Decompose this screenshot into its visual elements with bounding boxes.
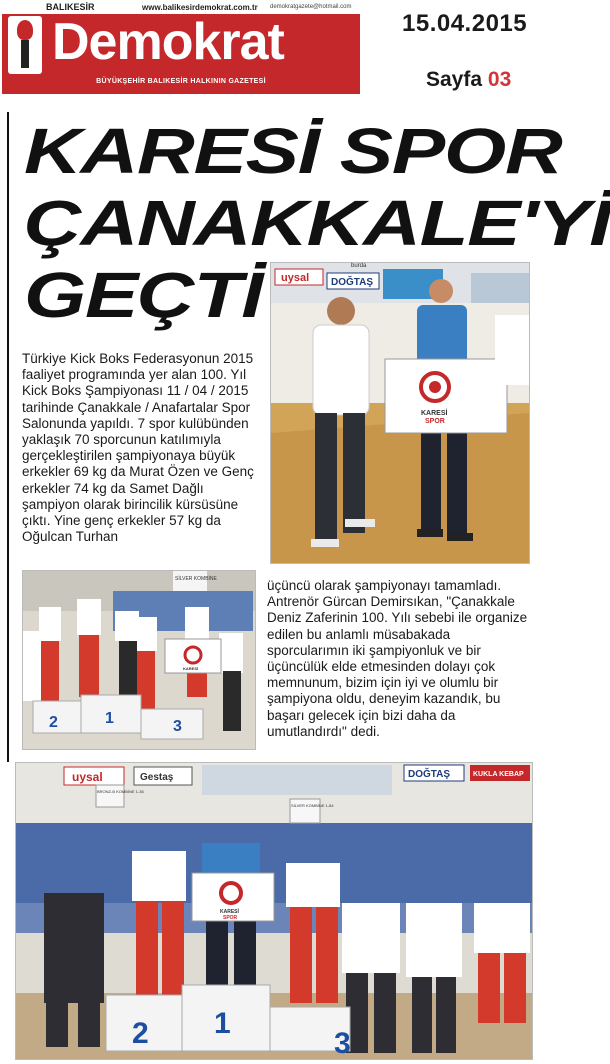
flag-text-karesi: KARESİ: [220, 909, 239, 915]
column-rule: [7, 112, 9, 762]
issue-date: 15.04.2015: [402, 10, 528, 37]
masthead-tagline: BÜYÜKŞEHİR BALIKESİR HALKININ GAZETESİ: [96, 78, 266, 85]
sign-silver-kombine: SİLVER KOMBİNE: [175, 576, 217, 582]
flag-text-karesi: KARESİ: [421, 410, 448, 417]
podium-3: 3: [334, 1027, 351, 1060]
flag-text-spor: SPOR: [223, 915, 238, 921]
masthead-logo-word: Demokrat: [52, 13, 284, 71]
page-number: 03: [487, 68, 512, 91]
torch-icon: [8, 16, 42, 74]
flag-text-spor: SPOR: [425, 418, 445, 425]
masthead-brand-small: BALIKESİR: [46, 2, 95, 12]
podium-2: 2: [132, 1017, 149, 1050]
page-prefix: Sayfa: [426, 68, 483, 91]
banner-dogtas: DOĞTAŞ: [331, 277, 374, 288]
sign-silver-kombine: SİLVER KOMBİNE 1-84: [291, 803, 334, 808]
podium-1: 1: [214, 1007, 231, 1040]
headline-line-2: ÇANAKKALE'Yİ: [24, 187, 610, 259]
podium-2: 2: [49, 714, 58, 731]
sign-bronz-kombine: BRONZ-B KOMBİNE 1-36: [97, 789, 144, 794]
page-label: [426, 68, 511, 92]
masthead-email: demokratgazete@hotmail.com: [270, 4, 352, 10]
flag-text-karesi: KARESİ: [183, 666, 199, 671]
banner-uysal: uysal: [281, 272, 310, 284]
podium-1: 1: [105, 710, 114, 727]
photo-podium-group: [22, 570, 256, 750]
masthead-logo: [2, 2, 360, 94]
banner-gestas: Gestaş: [140, 772, 174, 783]
masthead-url: www.balikesirdemokrat.com.tr: [142, 3, 258, 12]
article-body-part-1: Türkiye Kick Boks Federasyonun 2015 faaliyet programında yer alan 100. Yıl Kick Boks Şampiyonası 11 / 04 / 2015 tarihinde Çanakkale / Anafartalar Spor Salonunda yapıldı. 7 spor kulübünden yaklaşık 70 sporcunun katılımıyla gerçekleştirilen şampiyonaya büyük erkekler 69 kg da Murat Özen ve Genç erkekler 74 kg da Samet Dağlı şampiyon olarak birincilik kürsüsüne çıktı. Yine genç erkekler 57 kg da Oğulcan Turhan: [22, 351, 254, 545]
headline-line-3: GEÇTİ: [24, 259, 263, 331]
banner-uysal: uysal: [72, 770, 103, 784]
headline-line-1: KARESİ SPOR: [24, 115, 562, 187]
photo-coach-athlete: [270, 262, 530, 564]
article-body-part-2: üçüncü olarak şampiyonayı tamamladı. Antrenör Gürcan Demirsıkan, "Çanakkale Deniz Zaferinin 100. Yılı sebebi ile organize edilen bu anlamlı müsabakada sporcularımın iki şampiyonluk ve bir üçüncülük elde etmesinden dolayı çok memnunum, bizim için iyi ve olumlu bir şampiyona oldu, deneyim kazandık, bu başarı gelecek için bizi daha da umutlandırdı" dedi.: [267, 578, 528, 739]
photo-podium-large: [15, 762, 533, 1060]
banner-burda: burda: [351, 263, 367, 269]
banner-dogtas: DOĞTAŞ: [408, 769, 451, 780]
banner-kukla-kebap: KUKLA KEBAP: [473, 771, 524, 778]
podium-3: 3: [173, 718, 182, 735]
